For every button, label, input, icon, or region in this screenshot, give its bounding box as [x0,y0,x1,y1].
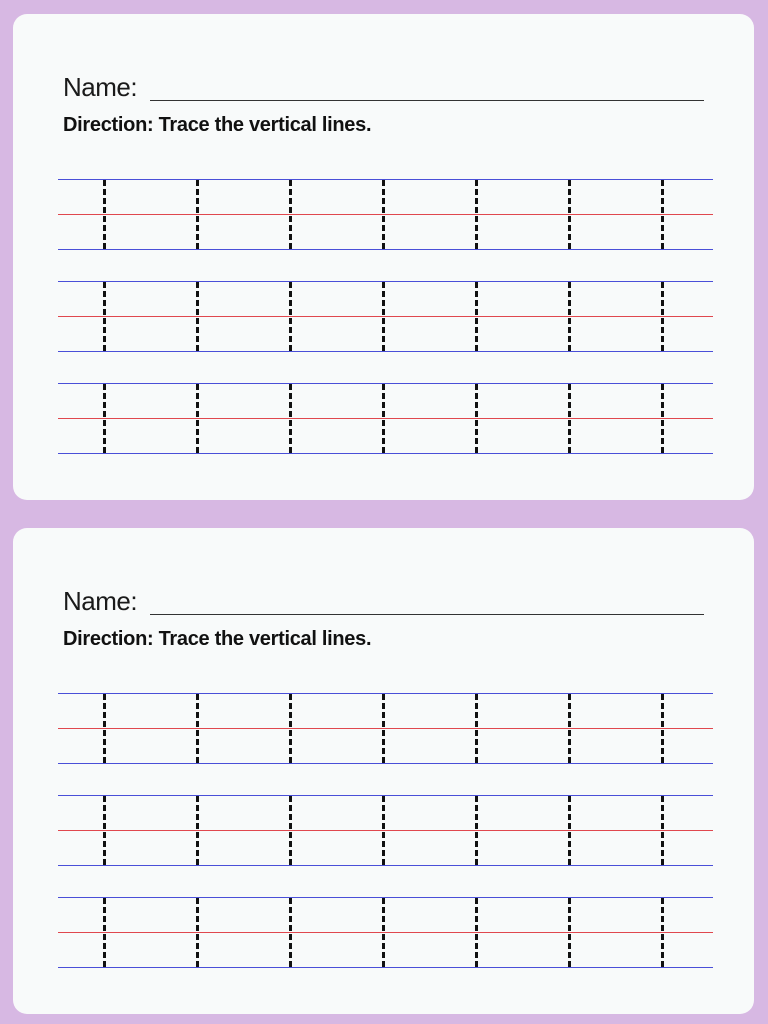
dashed-trace-line[interactable] [661,282,664,351]
dashed-trace-line[interactable] [475,384,478,453]
dashed-trace-line[interactable] [475,796,478,865]
midline-guide [58,214,713,215]
midline-guide [58,728,713,729]
worksheet-card-1 [13,14,754,500]
tracing-row [58,281,713,351]
dashed-trace-line[interactable] [382,384,385,453]
midline-guide [58,316,713,317]
dashed-trace-line[interactable] [382,796,385,865]
bottom-guide-line [58,249,713,250]
dashed-trace-line[interactable] [289,796,292,865]
dashed-trace-line[interactable] [289,898,292,967]
top-guide-line [58,281,713,282]
direction-text: Direction: Trace the vertical lines. [63,114,372,136]
dashed-trace-line[interactable] [475,282,478,351]
dashed-trace-line[interactable] [568,282,571,351]
worksheet-card-2 [13,528,754,1014]
tracing-row [58,383,713,453]
tracing-row [58,897,713,967]
dashed-trace-line[interactable] [382,282,385,351]
bottom-guide-line [58,351,713,352]
top-guide-line [58,795,713,796]
dashed-trace-line[interactable] [661,796,664,865]
top-guide-line [58,383,713,384]
bottom-guide-line [58,763,713,764]
dashed-trace-line[interactable] [196,898,199,967]
dashed-trace-line[interactable] [568,384,571,453]
top-guide-line [58,179,713,180]
name-label: Name: [63,586,138,616]
dashed-trace-line[interactable] [289,694,292,763]
dashed-trace-line[interactable] [103,796,106,865]
dashed-trace-line[interactable] [103,282,106,351]
dashed-trace-line[interactable] [289,384,292,453]
tracing-row [58,693,713,763]
dashed-trace-line[interactable] [568,796,571,865]
dashed-trace-line[interactable] [382,180,385,249]
dashed-trace-line[interactable] [196,384,199,453]
dashed-trace-line[interactable] [661,180,664,249]
dashed-trace-line[interactable] [289,282,292,351]
midline-guide [58,932,713,933]
dashed-trace-line[interactable] [196,282,199,351]
dashed-trace-line[interactable] [103,384,106,453]
dashed-trace-line[interactable] [382,898,385,967]
dashed-trace-line[interactable] [568,694,571,763]
dashed-trace-line[interactable] [475,898,478,967]
midline-guide [58,418,713,419]
dashed-trace-line[interactable] [661,384,664,453]
tracing-row [58,795,713,865]
dashed-trace-line[interactable] [382,694,385,763]
dashed-trace-line[interactable] [289,180,292,249]
name-input-line[interactable] [150,100,704,101]
dashed-trace-line[interactable] [475,180,478,249]
top-guide-line [58,693,713,694]
dashed-trace-line[interactable] [475,694,478,763]
dashed-trace-line[interactable] [661,694,664,763]
name-label: Name: [63,72,138,102]
dashed-trace-line[interactable] [568,898,571,967]
dashed-trace-line[interactable] [196,694,199,763]
name-input-line[interactable] [150,614,704,615]
dashed-trace-line[interactable] [196,796,199,865]
dashed-trace-line[interactable] [568,180,571,249]
dashed-trace-line[interactable] [103,180,106,249]
tracing-row [58,179,713,249]
bottom-guide-line [58,967,713,968]
dashed-trace-line[interactable] [103,898,106,967]
dashed-trace-line[interactable] [196,180,199,249]
dashed-trace-line[interactable] [661,898,664,967]
dashed-trace-line[interactable] [103,694,106,763]
midline-guide [58,830,713,831]
top-guide-line [58,897,713,898]
bottom-guide-line [58,865,713,866]
bottom-guide-line [58,453,713,454]
direction-text: Direction: Trace the vertical lines. [63,628,372,650]
